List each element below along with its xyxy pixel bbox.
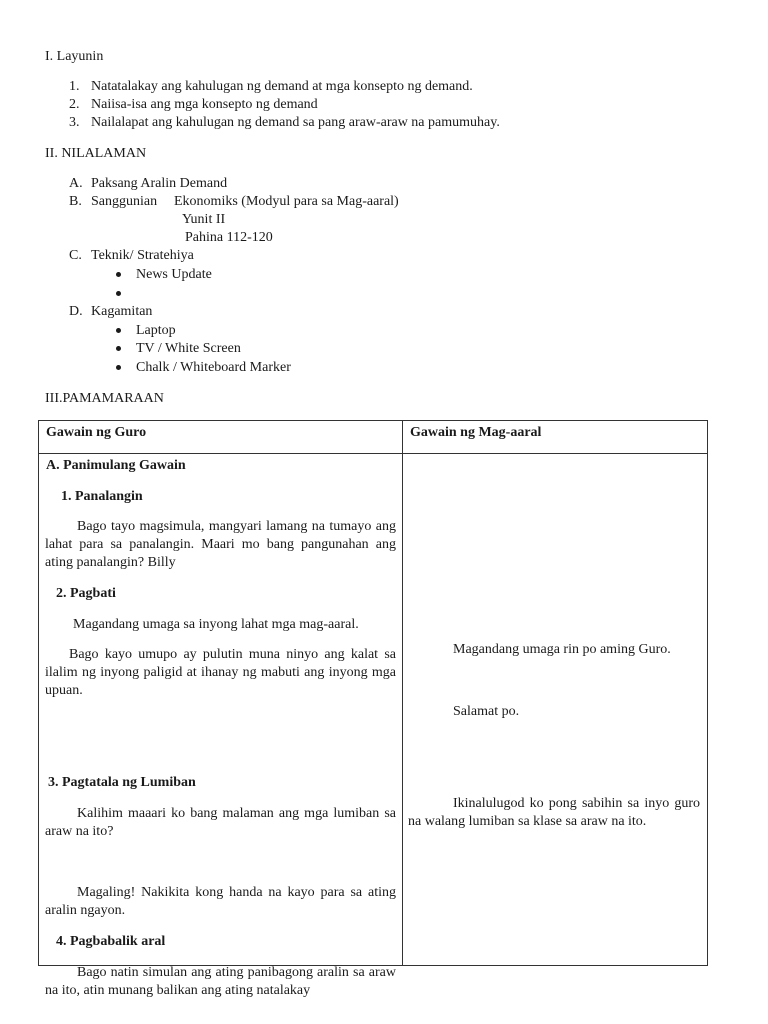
kagamitan-bullet-3: Chalk / Whiteboard Marker: [136, 360, 291, 375]
layunin-num-1: 1.: [69, 79, 80, 94]
layunin-item-1: Natatalakay ang kahulugan ng demand at mga konsepto ng demand.: [91, 79, 473, 94]
bullet-dot: [116, 291, 121, 296]
lumiban-title: 3. Pagtatala ng Lumiban: [48, 775, 196, 790]
sagot-bati: Magandang umaga rin po aming Guro.: [453, 642, 671, 657]
sanggunian-label: Sanggunian: [91, 194, 158, 209]
kagamitan-letter: D.: [69, 304, 83, 319]
magaling-text: Magaling! Nakikita kong handa na kayo para sa ating aralin ngayon.: [45, 885, 396, 918]
mag-aaral-cell: [403, 454, 708, 966]
panalangin-text: Bago tayo magsimula, mangyari lamang na tumayo ang lahat para sa panalangin. Maari mo bang pangunahan ang ating panalangin? Billy: [45, 519, 396, 570]
section-title: A. Panimulang Gawain: [46, 458, 186, 473]
layunin-item-2: Naiisa-isa ang mga konsepto ng demand: [91, 97, 318, 112]
teknik-text: Teknik/ Stratehiya: [91, 248, 194, 263]
sanggunian-letter: B.: [69, 194, 82, 209]
layunin-item-3: Nailalapat ang kahulugan ng demand sa pang araw-araw na pamumuhay.: [91, 115, 500, 130]
sanggunian-line-2: Yunit II: [182, 212, 226, 227]
col-header-mag-aaral: [403, 421, 708, 454]
layunin-heading: I. Layunin: [45, 49, 104, 64]
teknik-bullet-1: News Update: [136, 267, 212, 282]
pagbati-text: Magandang umaga sa inyong lahat mga mag-aaral.: [73, 617, 359, 632]
table-row: [39, 454, 708, 966]
col-header-guro: [39, 421, 403, 454]
bullet-dot: [116, 346, 121, 351]
pamamaraan-heading: III.PAMAMARAAN: [45, 391, 164, 406]
pamamaraan-table: [38, 420, 708, 998]
bullet-dot: [116, 328, 121, 333]
teknik-letter: C.: [69, 248, 82, 263]
pagbati-title: 2. Pagbati: [56, 586, 116, 601]
paksa-letter: A.: [69, 176, 83, 191]
bullet-dot: [116, 272, 121, 277]
sanggunian-line-1: Ekonomiks (Modyul para sa Mag-aaral): [174, 194, 399, 209]
layunin-num-2: 2.: [69, 97, 80, 112]
paksa-text: Paksang Aralin Demand: [91, 176, 228, 191]
balik-text: Bago natin simulan ang ating panibagong aralin sa araw na ito, atin munang balikan ang ating natalakay: [45, 965, 396, 998]
sanggunian-line-3: Pahina 112-120: [185, 230, 273, 245]
col-header-mag-aaral-label: Gawain ng Mag-aaral: [410, 425, 542, 440]
col-header-guro-label: Gawain ng Guro: [46, 425, 147, 440]
kagamitan-text: Kagamitan: [91, 304, 153, 319]
bullet-dot: [116, 365, 121, 370]
kagamitan-bullet-2: TV / White Screen: [136, 341, 241, 356]
upo-text: Bago kayo umupo ay pulutin muna ninyo ang kalat sa ilalim ng inyong paligid at ihanay ng mabuti ang inyong mga upuan.: [45, 647, 396, 698]
layunin-num-3: 3.: [69, 115, 80, 130]
sagot-lumiban: Ikinalulugod ko pong sabihin sa inyo guro na walang lumiban sa klase sa araw na ito.: [408, 796, 700, 829]
table-header-row: [39, 421, 708, 454]
lumiban-text: Kalihim maaari ko bang malaman ang mga lumiban sa araw na ito?: [45, 806, 396, 839]
balik-title: 4. Pagbabalik aral: [56, 934, 166, 949]
guro-cell: [39, 454, 403, 998]
nilalaman-heading: II. NILALAMAN: [45, 146, 147, 161]
salamat-text: Salamat po.: [453, 704, 520, 719]
kagamitan-bullet-1: Laptop: [136, 323, 176, 338]
panalangin-title: 1. Panalangin: [61, 489, 143, 504]
